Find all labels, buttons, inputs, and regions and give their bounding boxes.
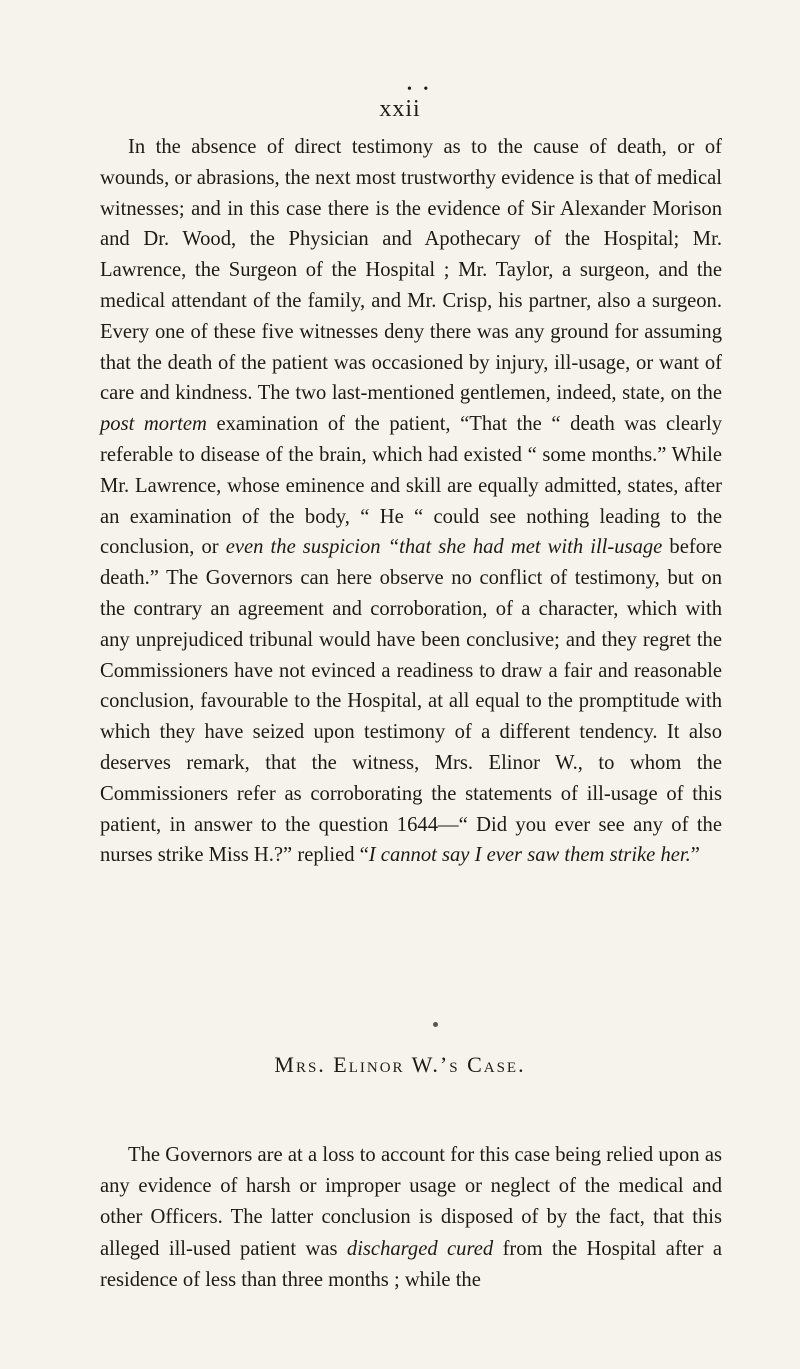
section-heading: Mrs. Elinor W.’s Case. bbox=[274, 1052, 526, 1077]
paragraph-segment-italic: I cannot say I ever saw them strike her. bbox=[368, 844, 691, 867]
paragraph-1 bbox=[100, 132, 722, 871]
paragraph-segment: ” bbox=[690, 844, 700, 867]
paragraph-segment: In the absence of direct testimony as to the cause of death, or of wounds, or abrasions, the next most trustworthy evidence is that of medical witnesses; and in this case there is the evidence of Sir Alexander Morison and Dr. Wood, the Physician and Apothecary of the Hospital; Mr. Lawrence, the Surgeon of the Hospital ; Mr. Taylor, a surgeon, and the medical attendant of the family, and Mr. Crisp, his partner, also a surgeon. Every one of these five witnesses deny there was any ground for assuming that the death of the patient was occasioned by injury, ill-usage, or want of care and kindness. The two last-mentioned gentlemen, indeed, state, on the bbox=[100, 136, 722, 405]
paragraph-segment-italic: discharged cured bbox=[346, 1237, 494, 1260]
paragraph-segment-italic: post mortem bbox=[100, 413, 207, 436]
paragraph-segment: before death.” The Governors can here observe no conflict of testimony, but on the contrary an agreement and corroboration, of a character, which with any unprejudiced tribunal would have been conclusive; and they regret the Commissioners have not evinced a readiness to draw a fair and reasonable conclusion, favourable to the Hospital, at all equal to the promptitude with which they have seized upon testimony of a different tendency. It also deserves remark, that the witness, Mrs. Elinor W., to whom the Commissioners refer as corroborating the statements of ill-usage of this patient, in answer to the question 1644—“ Did you ever see any of the nurses strike Miss H.?” replied “ bbox=[100, 536, 723, 867]
paragraph-segment: from the Hospital after a residence of less than three months ; while the bbox=[100, 1237, 722, 1291]
page-number: • • xxii bbox=[379, 82, 433, 122]
paragraph-segment-italic: even the suspicion “that she had met with ill-usage bbox=[225, 536, 663, 559]
paragraph-segment: examination of the patient, “That the “ death was clearly referable to disease of the brain, which had existed “ some months.” While Mr. Lawrence, whose eminence and skill are equally admitted, states, after an examination of the body, “ He “ could see nothing leading to the conclusion, or bbox=[100, 413, 722, 559]
paragraph-2 bbox=[100, 1140, 722, 1296]
ink-dot bbox=[433, 1022, 438, 1027]
paragraph-segment: The Governors are at a loss to account for this case being relied upon as any evidence of harsh or improper usage or neglect of the medical and other Officers. The latter conclusion is disposed of by the fact, that this alleged ill-used patient was bbox=[100, 1144, 722, 1260]
